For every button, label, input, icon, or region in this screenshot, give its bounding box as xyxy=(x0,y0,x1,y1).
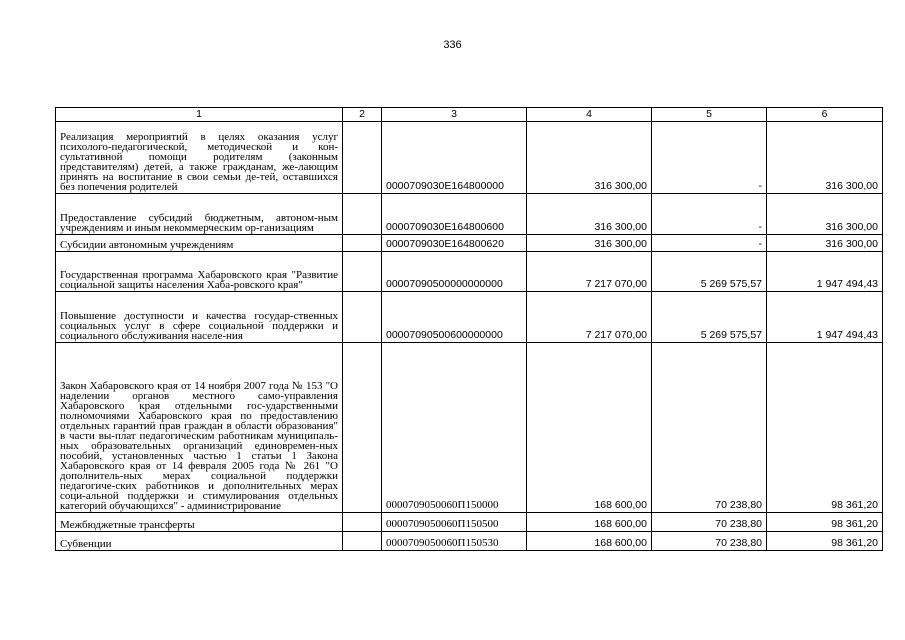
row-code: 0000709030E164800620 xyxy=(382,235,527,252)
row-value-5: - xyxy=(652,235,767,252)
row-col2 xyxy=(343,122,382,194)
row-code: 0000709050060П150000 xyxy=(382,343,527,513)
row-value-5: 70 238,80 xyxy=(652,513,767,532)
row-value-6: 1 947 494,43 xyxy=(767,252,883,292)
row-value-6: 98 361,20 xyxy=(767,343,883,513)
table-row xyxy=(56,194,883,235)
row-col2 xyxy=(343,532,382,551)
row-code: 00007090500600000000 xyxy=(382,292,527,343)
row-name: Закон Хабаровского края от 14 ноября 2007 года № 153 "О наделении органов местного само-управления Хабаровского края отдельными гос-ударственными полномочиями Хабаровского края по предоставлению отдельных гарантий прав граждан в области образования" в части вы-плат педагогическим работникам муниципаль-ных образовательных организаций единовремен-ных пособий, установленных частью 1 статьи 1 Закона Хабаровского края от 14 февраля 2005 года № 261 "О дополнитель-ных мерах социальной поддержки педагогиче-ских работников и дополнительных мерах соци-альной поддержки и стимулирования отдельных категорий обучающихся" - администрирование xyxy=(56,343,343,513)
header-cell-2: 2 xyxy=(343,108,382,122)
row-col2 xyxy=(343,292,382,343)
row-code: 0000709050060П150530 xyxy=(382,532,527,551)
row-value-4: 316 300,00 xyxy=(527,122,652,194)
row-col2 xyxy=(343,252,382,292)
row-value-5: 70 238,80 xyxy=(652,343,767,513)
row-value-6: 316 300,00 xyxy=(767,235,883,252)
row-value-6: 98 361,20 xyxy=(767,513,883,532)
header-cell-3: 3 xyxy=(382,108,527,122)
row-name: Предоставление субсидий бюджетным, автоном-ным учреждениям и иным некоммерческим ор-ганизациям xyxy=(56,194,343,235)
row-name: Реализация мероприятий в целях оказания услуг психолого-педагогической, методической и кон-сультативной помощи родителям (законным представителям) детей, а также гражданам, же-лающим принять на воспитание в свои семьи де-тей, оставшихся без попечения родителей xyxy=(56,122,343,194)
header-cell-1: 1 xyxy=(56,108,343,122)
row-col2 xyxy=(343,235,382,252)
row-name: Межбюджетные трансферты xyxy=(56,513,343,532)
row-value-5: 5 269 575,57 xyxy=(652,252,767,292)
table-row xyxy=(56,235,883,252)
header-cell-6: 6 xyxy=(767,108,883,122)
row-value-5: 70 238,80 xyxy=(652,532,767,551)
row-value-5: 5 269 575,57 xyxy=(652,292,767,343)
row-value-4: 316 300,00 xyxy=(527,194,652,235)
header-cell-5: 5 xyxy=(652,108,767,122)
page-number: 336 xyxy=(443,39,462,51)
row-code: 00007090500000000000 xyxy=(382,252,527,292)
row-name: Государственная программа Хабаровского края "Развитие социальной защиты населения Хаба-ровского края" xyxy=(56,252,343,292)
row-col2 xyxy=(343,194,382,235)
row-col2 xyxy=(343,343,382,513)
row-value-5: - xyxy=(652,122,767,194)
table-row xyxy=(56,343,883,513)
row-value-4: 168 600,00 xyxy=(527,343,652,513)
row-value-4: 7 217 070,00 xyxy=(527,292,652,343)
table-row xyxy=(56,122,883,194)
row-value-5: - xyxy=(652,194,767,235)
row-value-4: 168 600,00 xyxy=(527,532,652,551)
table-row xyxy=(56,292,883,343)
row-value-4: 7 217 070,00 xyxy=(527,252,652,292)
header-cell-4: 4 xyxy=(527,108,652,122)
header-row xyxy=(56,108,883,122)
budget-table xyxy=(55,107,883,551)
row-name: Субвенции xyxy=(56,532,343,551)
row-value-6: 98 361,20 xyxy=(767,532,883,551)
row-name: Повышение доступности и качества государ-ственных социальных услуг в сфере социальной поддержки и социального обслуживания населе-ния xyxy=(56,292,343,343)
row-value-6: 316 300,00 xyxy=(767,122,883,194)
table-row xyxy=(56,532,883,551)
row-code: 0000709050060П150500 xyxy=(382,513,527,532)
row-col2 xyxy=(343,513,382,532)
table-row xyxy=(56,513,883,532)
row-value-4: 168 600,00 xyxy=(527,513,652,532)
row-code: 0000709030E164800600 xyxy=(382,194,527,235)
row-value-4: 316 300,00 xyxy=(527,235,652,252)
row-value-6: 316 300,00 xyxy=(767,194,883,235)
row-code: 0000709030E164800000 xyxy=(382,122,527,194)
row-value-6: 1 947 494,43 xyxy=(767,292,883,343)
table-row xyxy=(56,252,883,292)
row-name: Субсидии автономным учреждениям xyxy=(56,235,343,252)
